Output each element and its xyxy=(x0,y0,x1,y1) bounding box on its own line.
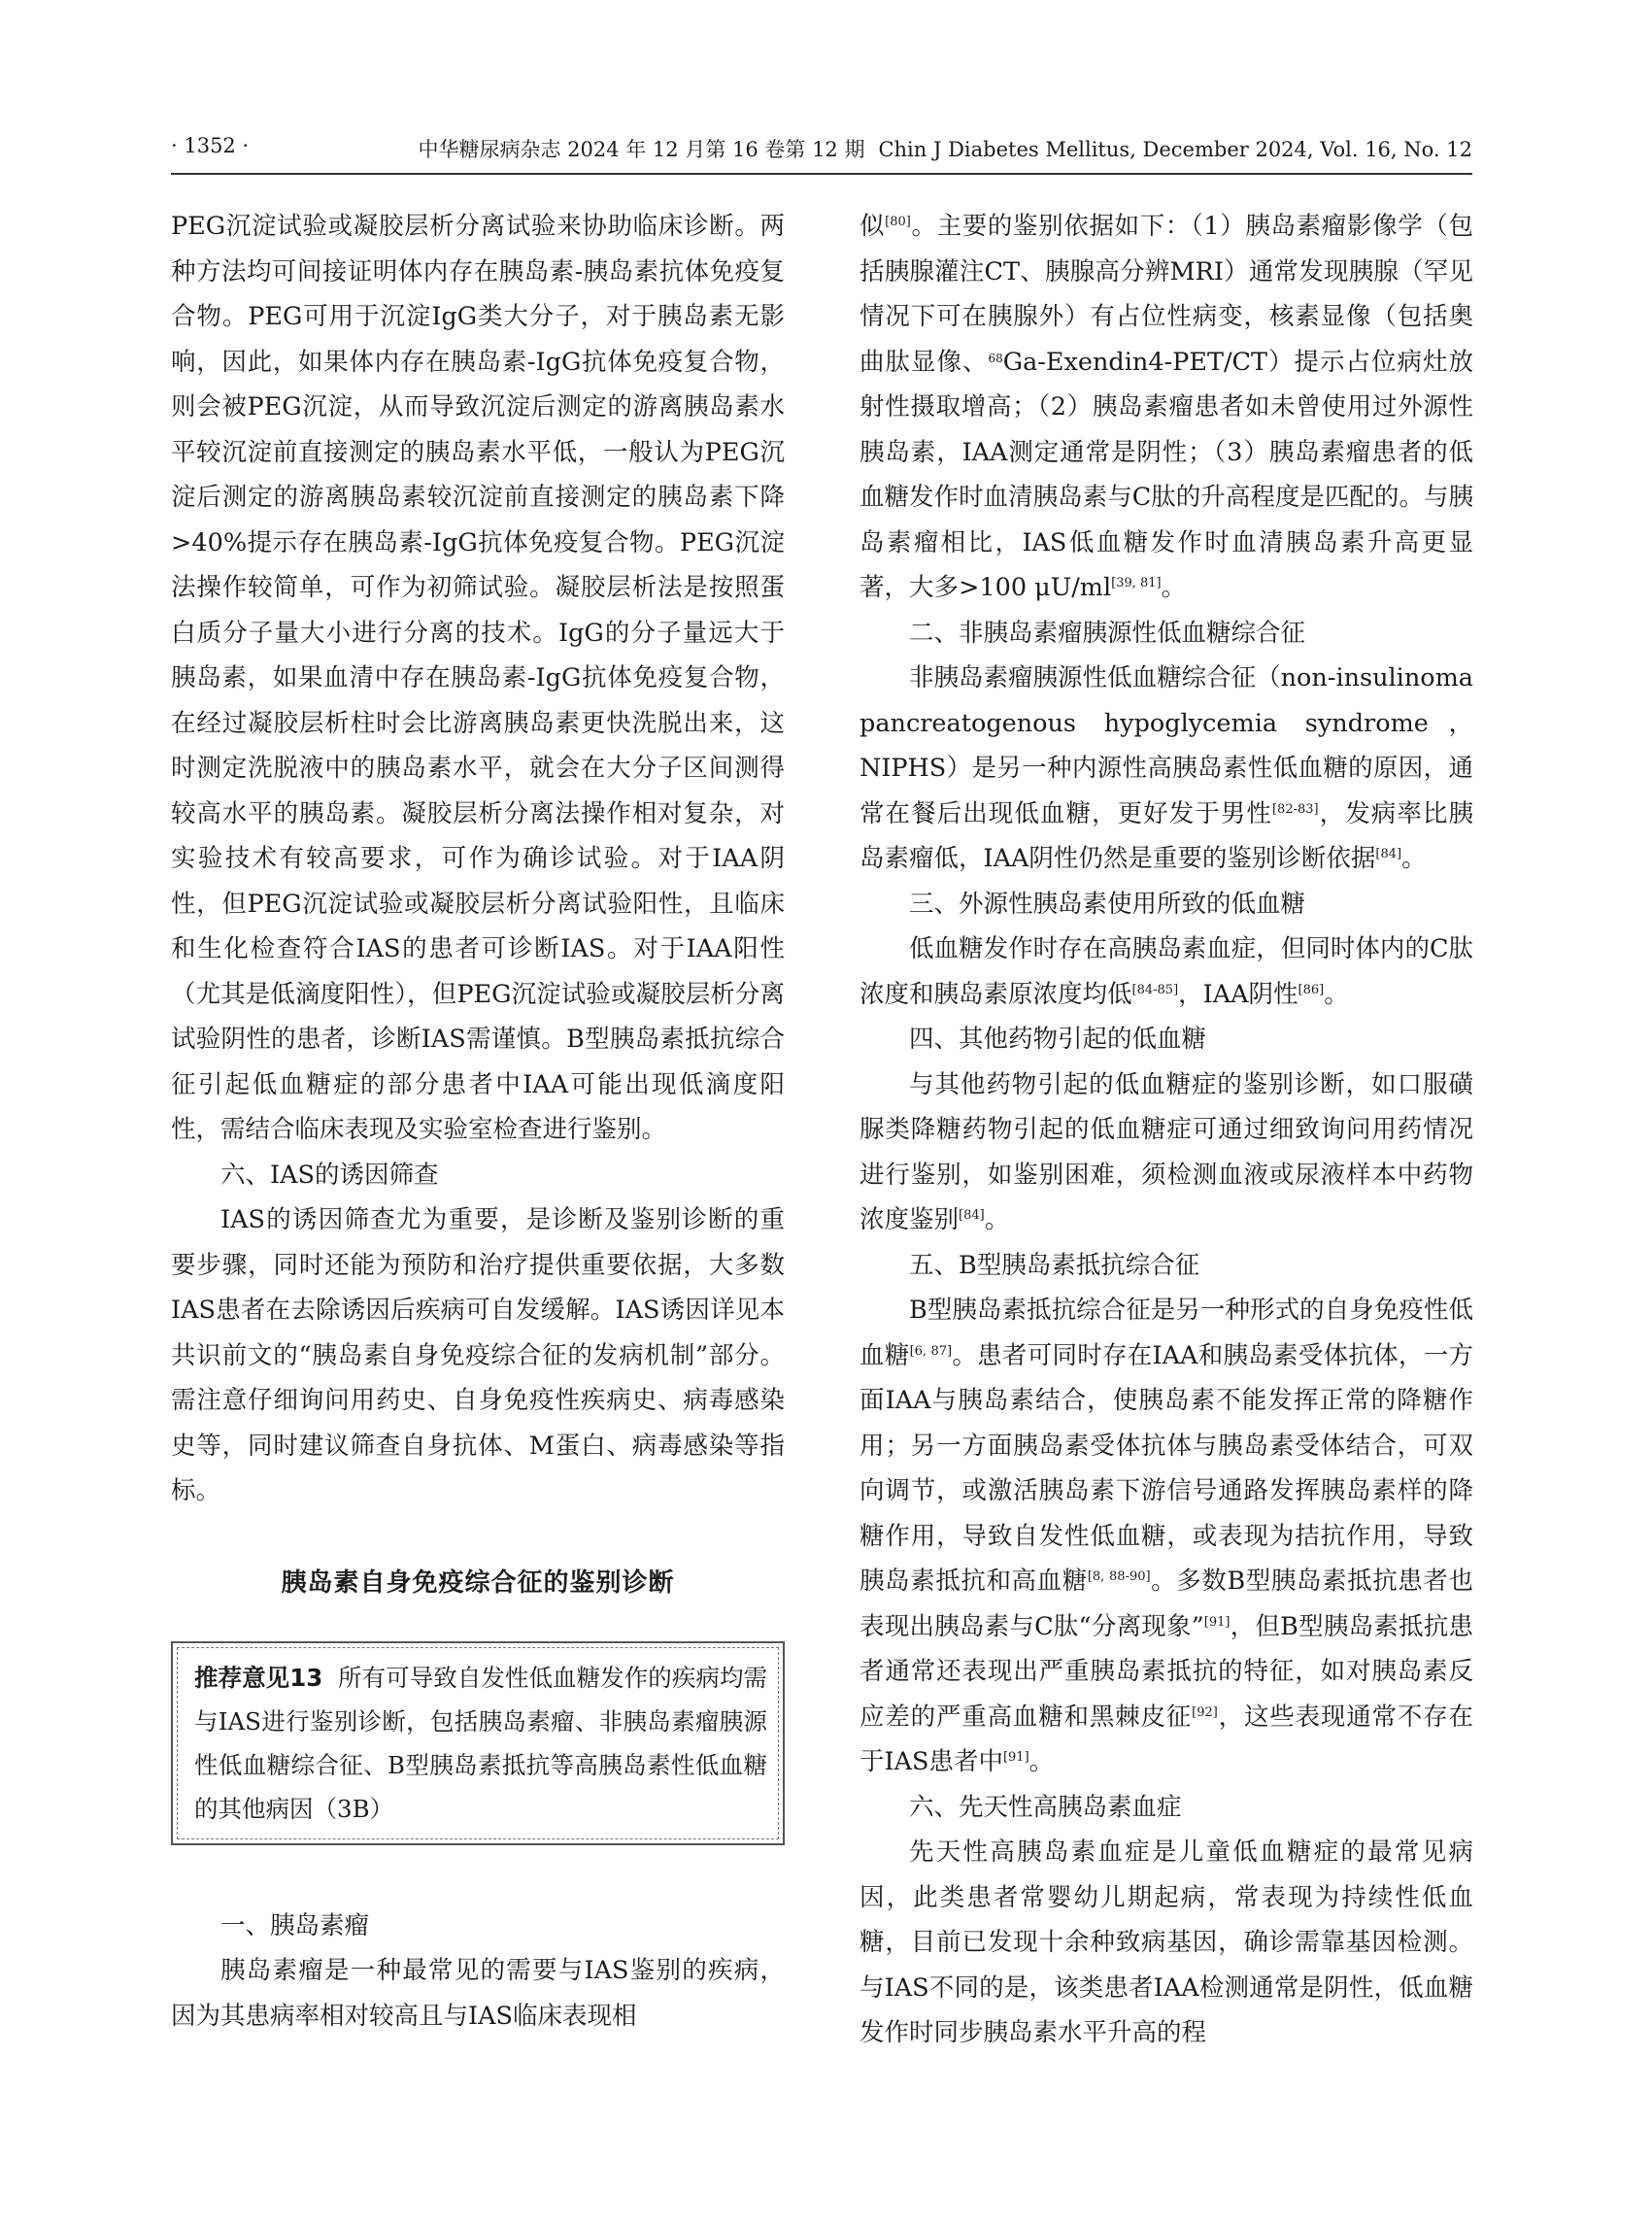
text-run: 。 xyxy=(984,1205,1010,1234)
citation: [80] xyxy=(885,215,911,229)
recommendation-label: 推荐意见13 xyxy=(194,1663,323,1692)
text-run: 。 xyxy=(1161,573,1187,602)
section-heading: 二、非胰岛素瘤胰源性低血糖综合征 xyxy=(909,618,1306,648)
citation: [6, 87] xyxy=(909,1343,953,1359)
paragraph xyxy=(860,927,1473,1017)
journal-info xyxy=(404,134,1472,163)
paragraph: 先天性高胰岛素血症是儿童低血糖症的最常见病因，此类患者常婴幼儿期起病，常表现为持续性低血糖，目前已发现十余种致病基因，确诊需靠基因检测。与IAS不同的是，该类患者IAA检测通常是阴性，低血糖发作时同步胰岛素水平升高的程 xyxy=(860,1837,1473,2047)
text-run: B型胰岛素抵抗综合征是另一种形式的自身免疫性低血糖 xyxy=(860,1296,1473,1370)
section-heading: 三、外源性胰岛素使用所致的低血糖 xyxy=(909,889,1306,919)
citation: [84] xyxy=(959,1208,985,1223)
paragraph xyxy=(860,1062,1473,1243)
right-column xyxy=(860,204,1473,2056)
citation: [91] xyxy=(1002,1750,1029,1765)
paragraph: PEG沉淀试验或凝胶层析分离试验来协助临床诊断。两种方法均可间接证明体内存在胰岛素-胰岛素抗体免疫复合物。PEG可用于沉淀IgG类大分子，对于胰岛素无影响，因此，如果体内存在胰岛素-IgG抗体免疫复合物，则会被PEG沉淀，从而导致沉淀后测定的游离胰岛素水平较沉淀前直接测定的胰岛素水平低，一般认为PEG沉淀后测定的游离胰岛素较沉淀前直接测定的胰岛素下降>40%提示存在胰岛素-IgG抗体免疫复合物。PEG沉淀法操作较简单，可作为初筛试验。凝胶层析法是按照蛋白质分子量大小进行分离的技术。IgG的分子量远大于胰岛素，如果血清中存在胰岛素-IgG抗体免疫复合物，在经过凝胶层析柱时会比游离胰岛素更快洗脱出来，这时测定洗脱液中的胰岛素水平，就会在大分子区间测得较高水平的胰岛素。凝胶层析分离法操作相对复杂，对实验技术有较高要求，可作为确诊试验。对于IAA阴性，但PEG沉淀试验或凝胶层析分离试验阳性，且临床和生化检查符合IAS的患者可诊断IAS。对于IAA阳性（尤其是低滴度阳性），但PEG沉淀试验或凝胶层析分离试验阴性的患者，诊断IAS需谨慎。B型胰岛素抵抗综合征引起低血糖症的部分患者中IAA可能出现低滴度阳性，需结合临床表现及实验室检查进行鉴别。 xyxy=(171,212,785,1144)
section-heading: 六、IAS的诱因筛查 xyxy=(220,1160,439,1190)
text-run: 低血糖发作时存在高胰岛素血症，但同时体内的C肽浓度和胰岛素原浓度均低 xyxy=(860,934,1473,1009)
running-header xyxy=(171,134,1472,173)
text-run: ，但B型胰岛素抵抗患者通常还表现出严重胰岛素抵抗的特征，如对胰岛素反应差的严重高血糖和黑棘皮征 xyxy=(860,1611,1473,1732)
journal-title-cn: 中华糖尿病杂志 2024 年 12 月第 16 卷第 12 期 xyxy=(418,138,865,161)
text-run: 。 xyxy=(1401,844,1427,873)
citation: [86] xyxy=(1298,982,1325,997)
text-run: 。主要的鉴别依据如下：（1）胰岛素瘤影像学（包括胰腺灌注CT、胰腺高分辨MRI）通常发现胰腺（罕见情况下可在胰腺外）有占位性病变，核素显像（包括奥曲肽显像、 xyxy=(860,212,1473,377)
isotope-superscript: 68 xyxy=(988,351,1003,365)
section-heading: 一、胰岛素瘤 xyxy=(220,1910,370,1940)
text-run: 。 xyxy=(1028,1747,1055,1776)
recommendation-body: 所有可导致自发性低血糖发作的疾病均需与IAS进行鉴别诊断，包括胰岛素瘤、非胰岛素瘤胰源性低血糖综合征、B型胰岛素抵抗等高胰岛素性低血糖的其他病因（3B） xyxy=(194,1663,767,1823)
section-heading: 五、B型胰岛素抵抗综合征 xyxy=(909,1250,1200,1280)
journal-title-en: Chin J Diabetes Mellitus, December 2024, Vol. 16, No. 12 xyxy=(878,138,1472,161)
text-run: Ga-Exendin4-PET/CT）提示占位病灶放射性摄取增高；（2）胰岛素瘤患者如未曾使用过外源性胰岛素，IAA测定通常是阴性；（3）胰岛素瘤患者的低血糖发作时血清胰岛素与C肽的升高程度是匹配的。与胰岛素瘤相比，IAS低血糖发作时血清胰岛素升高更显著，大多>100 μU/ml xyxy=(860,347,1473,602)
header-rule xyxy=(171,173,1472,175)
section-title: 胰岛素自身免疫综合征的鉴别诊断 xyxy=(281,1568,675,1598)
citation: [91] xyxy=(1203,1614,1231,1630)
paragraph xyxy=(860,656,1473,882)
citation: [39, 81] xyxy=(1111,576,1162,590)
text-run: 似 xyxy=(860,212,886,241)
paragraph xyxy=(860,204,1473,611)
text-run: 与其他药物引起的低血糖症的鉴别诊断，如口服磺脲类降糖药物引起的低血糖症可通过细致询问用药情况进行鉴别，如鉴别困难，须检测血液或尿液样本中药物浓度鉴别 xyxy=(860,1069,1473,1234)
citation: [84-85] xyxy=(1131,982,1179,997)
text-run: 。患者可同时存在IAA和胰岛素受体抗体，一方面IAA与胰岛素结合，使胰岛素不能发挥正常的降糖作用；另一方面胰岛素受体抗体与胰岛素受体结合，可双向调节，或激活胰岛素下游信号通路发挥胰岛素样的降糖作用，导致自发性低血糖，或表现为拮抗作用，导致胰岛素抵抗和高血糖 xyxy=(860,1340,1473,1596)
text-run: 非胰岛素瘤胰源性低血糖综合征（non-insulinoma pancreatogenous hypoglycemia syndrome，NIPHS）是另一种内源性高胰岛素性低血糖的原因，通常在餐后出现低血糖，更好发于男性 xyxy=(860,663,1473,828)
recommendation-box xyxy=(171,1641,785,1845)
citation: [82-83] xyxy=(1271,801,1319,817)
citation: [8, 88-90] xyxy=(1087,1569,1151,1584)
text-run: ，发病率比胰岛素瘤低，IAA阴性仍然是重要的鉴别诊断依据 xyxy=(860,798,1473,873)
citation: [92] xyxy=(1192,1704,1218,1720)
paragraph xyxy=(860,1288,1473,1785)
citation: [84] xyxy=(1375,847,1402,861)
text-run: ，IAA阴性 xyxy=(1178,979,1298,1009)
paragraph: IAS的诱因筛查尤为重要，是诊断及鉴别诊断的重要步骤，同时还能为预防和治疗提供重要依据，大多数IAS患者在去除诱因后疾病可自发缓解。IAS诱因详见本共识前文的“胰岛素自身免疫综合征的发病机制”部分。需注意仔细询问用药史、自身免疫性疾病史、病毒感染史等，同时建议筛查自身抗体、M蛋白、病毒感染等指标。 xyxy=(171,1205,785,1505)
section-heading: 四、其他药物引起的低血糖 xyxy=(909,1025,1207,1054)
paragraph: 胰岛素瘤是一种最常见的需要与IAS鉴别的疾病，因为其患病率相对较高且与IAS临床表现相 xyxy=(171,1956,785,2031)
text-run: ，这些表现通常不存在于IAS患者中 xyxy=(860,1702,1473,1776)
text-run: 。 xyxy=(1324,979,1349,1009)
text-run: 。多数B型胰岛素抵抗患者也表现出胰岛素与C肽“分离现象” xyxy=(860,1567,1473,1641)
recommendation-text xyxy=(194,1656,767,1831)
section-heading: 六、先天性高胰岛素血症 xyxy=(909,1792,1182,1822)
left-column xyxy=(171,204,785,2039)
page-number: · 1352 · xyxy=(171,134,250,157)
spacer xyxy=(171,1845,785,1904)
